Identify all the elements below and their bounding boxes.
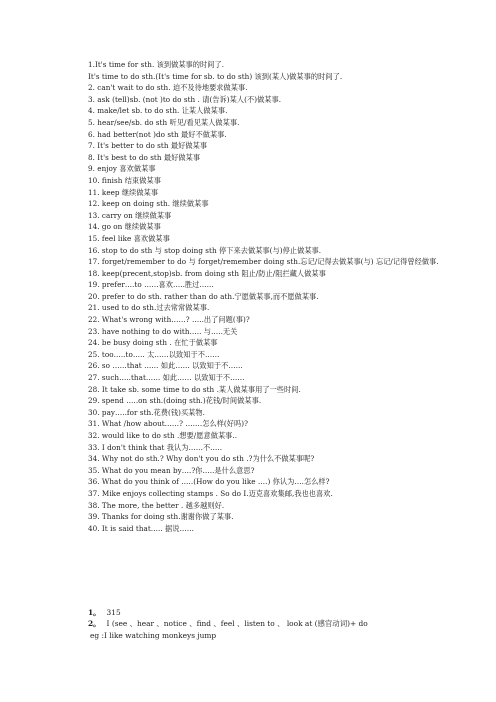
- phrase-line: 6. had better(not )do sth 最好不做某事.: [88, 129, 227, 139]
- note-item-2-number: 2。: [88, 619, 101, 629]
- phrase-line: 22. What's wrong with……? …..出了问题(事)?: [88, 315, 250, 325]
- phrase-line: 21. used to do sth.过去常常做某事.: [88, 303, 210, 313]
- phrase-line: 1.It's time for sth. 该到做某事的时间了.: [88, 60, 225, 69]
- phrase-line: 4. make/let sb. to do sth. 让某人做某事.: [88, 106, 228, 116]
- note-item-1-number: 1。: [88, 608, 101, 617]
- phrase-line: 29. spend …..on sth.(doing sth.)花钱/时间做某事.: [88, 396, 262, 406]
- note-item-3-text: eg :I like watching monkeys jump: [90, 630, 217, 640]
- phrase-line: 25. too…..to….. 太……以致知于不……: [88, 349, 220, 359]
- phrase-line: 7. It's better to do sth 最好做某事: [88, 141, 208, 151]
- phrase-line: 32. would like to do sth .想要/愿意做某事..: [88, 431, 238, 440]
- phrase-line: 16. stop to do sth 与 stop doing sth 停下来去做某事(与)停止做某事.: [88, 245, 322, 255]
- phrase-line: 10. finish 结束做某事: [88, 175, 161, 185]
- phrase-line: 9. enjoy 喜欢做某事: [88, 164, 156, 174]
- phrase-line: 38. The more, the better . 越多越则好.: [88, 500, 225, 510]
- phrase-line: 40. It is said that….. 据说……: [88, 523, 194, 533]
- phrase-line: 39. Thanks for doing sth.谢谢你做了某事.: [88, 512, 234, 522]
- note-item-2: [88, 618, 488, 629]
- phrase-line: 3. ask (tell)sb. (not )to do sth . 请(告诉)某人(不)做某事.: [88, 94, 282, 104]
- phrase-line: 23. have nothing to do with….. 与…..无关: [88, 326, 238, 336]
- phrase-line: 19. prefer….to ……喜欢…..胜过……: [88, 280, 214, 290]
- phrase-line: 27. such…..that…… 如此…… 以致知于不……: [88, 373, 245, 383]
- phrase-line: 34. Why not do sth.? Why don't you do sth .?为什么不做某事呢?: [88, 454, 315, 464]
- phrase-line: 13. carry on 继续做某事: [88, 210, 172, 220]
- phrase-line: 33. I don't think that 我认为……不…..: [88, 442, 223, 452]
- phrase-line: 8. It's best to do sth 最好做某事: [88, 152, 201, 162]
- phrase-line: 37. Mike enjoys collecting stamps . So do I.迈克喜欢集邮,我也也喜欢.: [88, 488, 333, 498]
- phrase-line: 20. prefer to do sth. rather than do ath.宁愿做某事,而不愿做某事.: [88, 291, 319, 301]
- note-item-2-text: I (see 、hear 、notice 、find 、feel 、listen to 、 look at (感官动词)+ do: [106, 619, 368, 629]
- phrase-line: 18. keep(precent,stop)sb. from doing sth 阻止/防止/阻拦藏人做某事: [88, 268, 326, 278]
- phrase-line: 2. can't wait to do sth. 迫不及待地要求做某事.: [88, 83, 248, 93]
- note-item-3: [90, 630, 488, 641]
- phrase-line: 31. What /how about……? …….怎么样(好吗)?: [88, 419, 249, 429]
- phrase-line: 28. It take sb. some time to do sth .某人做某事用了一些时间.: [88, 384, 301, 394]
- phrase-line: 15. feel like 喜欢做某事: [88, 233, 170, 243]
- phrase-line: 11. keep 继续做某事: [88, 187, 159, 197]
- phrase-line: 30. pay…..for sth.花费(钱)买某物.: [88, 407, 205, 417]
- notes-section: [88, 607, 488, 641]
- phrase-list: [88, 59, 488, 534]
- note-item-1: [88, 607, 488, 618]
- phrase-line: 26. so ……that …… 如此…… 以致知于不……: [88, 361, 243, 371]
- phrase-line: 17. forget/remember to do 与 forget/remember doing sth.忘记/记得去做某事(与) 忘记/记得曾经做事.: [88, 257, 439, 267]
- phrase-line: 35. What do you mean by….?你…..是什么意思?: [88, 465, 255, 475]
- phrase-line: 5. hear/see/sb. do sth 听见/看见某人做某事.: [88, 117, 240, 127]
- phrase-line: 12. keep on doing sth. 继续做某事: [88, 199, 209, 209]
- phrase-line: 24. be busy doing sth . 在忙于做某事: [88, 338, 218, 348]
- phrase-line: 14. go on 继续做某事: [88, 222, 161, 232]
- phrase-line: It's time to do sth.(It's time for sb. to do sth) 该到(某人)做某事的时间了.: [88, 71, 343, 81]
- note-item-1-text: 315: [106, 608, 121, 617]
- phrase-line: 36. What do you think of …..(How do you like ….) 你认为….怎么样?: [88, 477, 330, 487]
